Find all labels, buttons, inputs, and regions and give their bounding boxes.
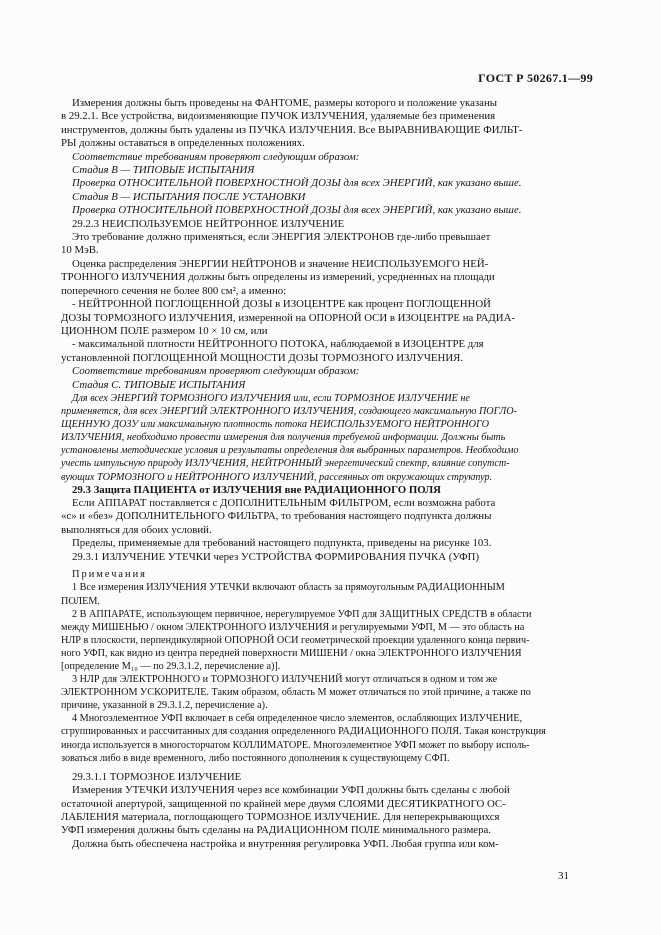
section-heading: 29.3 Защита ПАЦИЕНТА от ИЗЛУЧЕНИЯ вне РАДИАЦИОННОГО ПОЛЯ: [72, 483, 441, 496]
text-line: инструментов, должны быть удалены из ПУЧКА ИЗЛУЧЕНИЯ. Все ВЫРАВНИВАЮЩИЕ ФИЛЬТ-: [61, 123, 523, 136]
section-heading: 29.2.3 НЕИСПОЛЬЗУЕМОЕ НЕЙТРОННОЕ ИЗЛУЧЕНИЕ: [72, 217, 345, 230]
note-line: 3 НЛР для ЭЛЕКТРОННОГО и ТОРМОЗНОГО ИЗЛУЧЕНИЙ могут отличаться в одном и том же: [72, 674, 498, 686]
text-line: «с» и «без» ДОПОЛНИТЕЛЬНОГО ФИЛЬТРА, то требования настоящего подпункта должны: [61, 510, 492, 523]
note-line: 1 Все измерения ИЗЛУЧЕНИЯ УТЕЧКИ включают область за прямоугольным РАДИАЦИОННЫМ: [72, 582, 505, 594]
text-line: Стадия В — ТИПОВЫЕ ИСПЫТАНИЯ: [72, 164, 255, 177]
text-line: Стадия В — ИСПЫТАНИЯ ПОСЛЕ УСТАНОВКИ: [72, 190, 306, 203]
text-line: в 29.2.1. Все устройства, видоизменяющие ПУЧОК ИЗЛУЧЕНИЯ, удаляемые без применения: [61, 110, 496, 123]
text-line: ДОЗЫ ТОРМОЗНОГО ИЗЛУЧЕНИЯ, измеренной на ОПОРНОЙ ОСИ в ИЗОЦЕНТРЕ на РАДИА-: [61, 311, 515, 324]
note-line: иногда используется в многосторчатом КОЛЛИМАТОРЕ. Многоэлементное УФП может по выбору исполь-: [61, 739, 530, 751]
text-line: Если АППАРАТ поставляется с ДОПОЛНИТЕЛЬНЫМ ФИЛЬТРОМ, если возможна работа: [72, 497, 496, 509]
text-line: 10 МэВ.: [61, 244, 99, 257]
text-line: Оценка распределения ЭНЕРГИИ НЕЙТРОНОВ и значение НЕИСПОЛЬЗУЕМОГО НЕЙ-: [72, 257, 489, 270]
text-line: Измерения должны быть проведены на ФАНТОМЕ, размеры которого и положение указаны: [72, 97, 498, 109]
page-header: ГОСТ Р 50267.1—99: [478, 71, 593, 85]
text-line: учесть импульсную природу ИЗЛУЧЕНИЯ, НЕЙТРОННЫЙ энергетический спектр, влияние сопутст-: [61, 458, 510, 470]
document-body: [61, 97, 581, 851]
text-line: Соответствие требованиям проверяют следующим образом:: [72, 365, 360, 378]
text-line: ЩЕННУЮ ДОЗУ или максимальную плотность потока НЕИСПОЛЬЗУЕМОГО НЕЙТРОННОГО: [61, 419, 489, 431]
note-line: ного УФП, как видно из центра передней поверхности МИШЕНИ / окна ЭЛЕКТРОННОГО ИЗЛУЧЕНИЯ: [61, 647, 522, 659]
page-number: 31: [558, 870, 569, 882]
text-line: Проверка ОТНОСИТЕЛЬНОЙ ПОВЕРХНОСТНОЙ ДОЗЫ для всех ЭНЕРГИЙ, как указано выше.: [72, 204, 522, 217]
note-line: [определение M₁₀ — по 29.3.1.2, перечисление а)].: [61, 661, 281, 672]
text-line: Для всех ЭНЕРГИЙ ТОРМОЗНОГО ИЗЛУЧЕНИЯ или, если ТОРМОЗНОЕ ИЗЛУЧЕНИЕ не: [72, 392, 470, 404]
note-line: причине, указанной в 29.3.1.2, перечисление а).: [61, 700, 268, 712]
text-line: выполняться для обоих условий.: [61, 523, 212, 536]
section-heading: 29.3.1.1 ТОРМОЗНОЕ ИЗЛУЧЕНИЕ: [72, 770, 242, 783]
text-line: Должна быть обеспечена настройка и внутренняя регулировка УФП. Любая группа или ком-: [72, 837, 499, 850]
note-line: 2 В АППАРАТЕ, использующем первичное, нерегулируемое УФП для ЗАЩИТНЫХ СРЕДСТВ в области: [72, 608, 532, 620]
text-line: РЫ должны оставаться в определенных положениях.: [61, 137, 305, 150]
section-heading: 29.3.1 ИЗЛУЧЕНИЕ УТЕЧКИ через УСТРОЙСТВА ФОРМИРОВАНИЯ ПУЧКА (УФП): [72, 550, 480, 563]
notes-heading: Примечания: [72, 569, 147, 581]
text-line: ТРОННОГО ИЗЛУЧЕНИЯ должны быть определены из измерений, усредненных на площади: [61, 271, 495, 284]
note-line: сгруппированных и рассчитанных для создания определенного РАДИАЦИОННОГО ПОЛЯ. Такая конструкция: [61, 726, 546, 738]
text-line: УФП измерения должны быть сделаны на РАДИАЦИОННОМ ПОЛЕ минимального размера.: [61, 824, 491, 837]
note-line: между МИШЕНЬЮ / окном ЭЛЕКТРОННОГО ИЗЛУЧЕНИЯ и регулируемыми УФП, M — это область на: [61, 621, 525, 633]
note-line: НЛР в плоскости, перпендикулярной ОПОРНОЙ ОСИ геометрической проекции удаленного конца первич-: [61, 634, 530, 646]
text-line: Проверка ОТНОСИТЕЛЬНОЙ ПОВЕРХНОСТНОЙ ДОЗЫ для всех ЭНЕРГИЙ, как указано выше.: [72, 177, 522, 190]
text-line: Стадия С. ТИПОВЫЕ ИСПЫТАНИЯ: [72, 378, 246, 391]
text-line: поперечного сечения не более 800 см², а именно:: [61, 284, 287, 297]
text-line: остаточной апертурой, защищенной по крайней мере двумя СЛОЯМИ ДЕСЯТИКРАТНОГО ОС-: [61, 797, 506, 810]
text-line: ИЗЛУЧЕНИЯ, необходимо провести измерения для получения требуемой информации. Должны быть: [61, 432, 506, 444]
note-line: зоваться либо в виде временного, либо постоянного дополнения к существующему СФП.: [61, 752, 450, 764]
list-item: - НЕЙТРОННОЙ ПОГЛОЩЕННОЙ ДОЗЫ в ИЗОЦЕНТРЕ как процент ПОГЛОЩЕННОЙ: [72, 298, 491, 311]
note-line: ЭЛЕКТРОННОМ УСКОРИТЕЛЕ. Таким образом, область M может отличаться по этой причине, а также по: [61, 687, 531, 699]
note-line: ПОЛЕМ.: [61, 595, 100, 607]
text-line: применяется, для всех ЭНЕРГИЙ ЭЛЕКТРОННОГО ИЗЛУЧЕНИЯ, создающего максимальную ПОГЛО-: [61, 406, 517, 418]
text-line: Измерения УТЕЧКИ ИЗЛУЧЕНИЯ через все комбинации УФП должны быть сделаны с любой: [72, 784, 510, 797]
text-line: Соответствие требованиям проверяют следующим образом:: [72, 150, 360, 163]
text-line: ЛАБЛЕНИЯ материала, поглощающего ТОРМОЗНОЕ ИЗЛУЧЕНИЕ. Для неперекрывающихся: [61, 810, 500, 823]
list-item: - максимальной плотности НЕЙТРОННОГО ПОТОКА, наблюдаемой в ИЗОЦЕНТРЕ для: [72, 338, 484, 351]
text-line: Пределы, применяемые для требований настоящего подпункта, приведены на рисунке 103.: [72, 537, 492, 550]
text-line: ЦИОННОМ ПОЛЕ размером 10 × 10 см, или: [61, 324, 268, 337]
text-line: установлены методические условия и результаты определения для выбранных параметров. Необходимо: [61, 445, 519, 457]
text-line: Это требование должно применяться, если ЭНЕРГИЯ ЭЛЕКТРОНОВ где-либо превышает: [72, 231, 491, 244]
text-line: вующих ТОРМОЗНОГО и НЕЙТРОННОГО ИЗЛУЧЕНИЙ, рассеянных от окружающих структур.: [61, 471, 493, 483]
note-line: 4 Многоэлементное УФП включает в себя определенное число элементов, ослабляющих ИЗЛУЧЕНИЕ,: [72, 713, 523, 725]
text-line: установленной ПОГЛОЩЕННОЙ МОЩНОСТИ ДОЗЫ ТОРМОЗНОГО ИЗЛУЧЕНИЯ.: [61, 351, 464, 364]
